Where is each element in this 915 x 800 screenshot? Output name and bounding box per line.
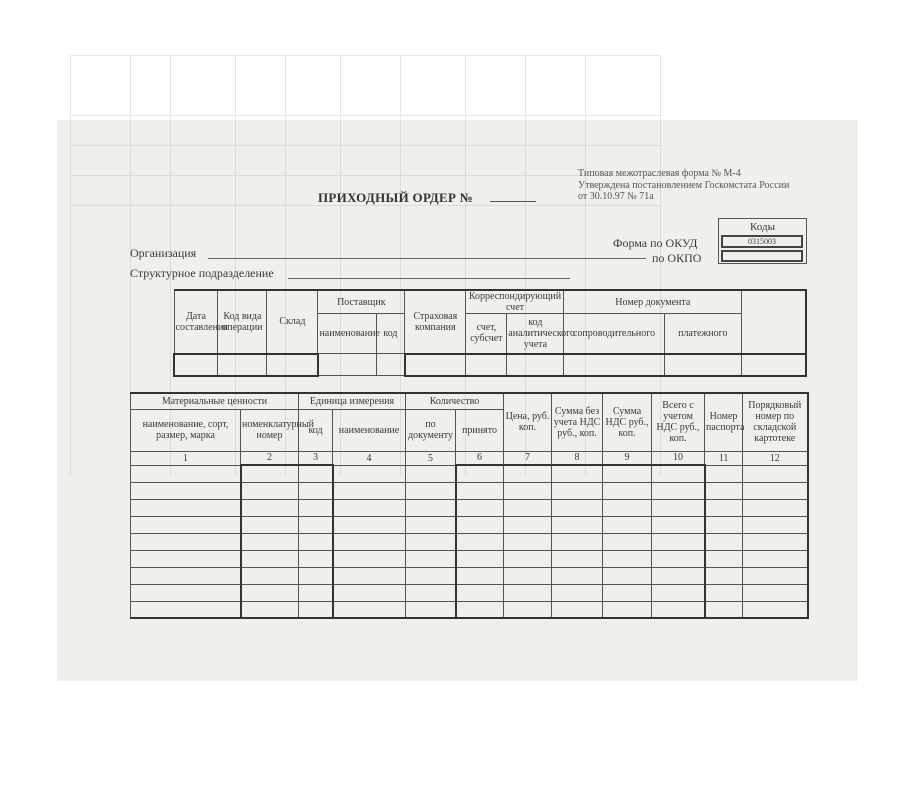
table-row <box>131 499 808 516</box>
entry-cell[interactable] <box>406 601 456 618</box>
cell-insurance[interactable] <box>405 354 466 376</box>
col-blank <box>742 290 806 354</box>
col-supplier-code: код <box>376 314 405 354</box>
department-label: Структурное подразделение <box>130 266 274 280</box>
department-field[interactable] <box>288 278 570 279</box>
entry-cell[interactable] <box>241 533 299 550</box>
entry-cell[interactable] <box>603 482 652 499</box>
entry-cell[interactable] <box>552 550 603 567</box>
entry-cell[interactable] <box>504 482 552 499</box>
col-date: Дата составления <box>174 290 218 354</box>
col-insurance: Страховая компания <box>405 290 466 354</box>
table-row <box>131 482 808 499</box>
col-warehouse: Склад <box>267 290 318 354</box>
order-number-field[interactable] <box>490 201 536 202</box>
col-unit-code: код <box>299 409 333 451</box>
entry-cell[interactable] <box>603 499 652 516</box>
entry-cell[interactable] <box>299 465 333 482</box>
entry-cell[interactable] <box>603 533 652 550</box>
table-row <box>131 567 808 584</box>
entry-cell[interactable] <box>652 584 705 601</box>
entry-cell[interactable] <box>705 533 743 550</box>
entry-cell[interactable] <box>456 533 504 550</box>
materials-table <box>130 392 809 619</box>
col-unit-name: наименование <box>333 409 406 451</box>
entry-cell[interactable] <box>743 482 808 499</box>
entry-cell[interactable] <box>603 465 652 482</box>
entry-cell[interactable] <box>603 584 652 601</box>
entry-cell[interactable] <box>603 567 652 584</box>
entry-cell[interactable] <box>552 601 603 618</box>
document-title: ПРИХОДНЫЙ ОРДЕР № <box>318 190 474 205</box>
entry-cell[interactable] <box>333 584 406 601</box>
entry-cell[interactable] <box>504 499 552 516</box>
entry-cell[interactable] <box>652 550 705 567</box>
cell-op-code[interactable] <box>218 354 267 376</box>
cell-supplier-name[interactable] <box>318 354 376 376</box>
col-num-9: 9 <box>603 451 652 465</box>
okud-label: Форма по ОКУД <box>613 236 698 250</box>
header-table <box>173 289 807 377</box>
entry-cell[interactable] <box>456 584 504 601</box>
entry-cell[interactable] <box>552 567 603 584</box>
entry-cell[interactable] <box>705 499 743 516</box>
entry-cell[interactable] <box>333 516 406 533</box>
entry-cell[interactable] <box>603 550 652 567</box>
table-row <box>174 354 806 376</box>
entry-cell[interactable] <box>705 465 743 482</box>
entry-cell[interactable] <box>652 567 705 584</box>
col-doc-number: Номер документа <box>564 290 742 314</box>
okpo-label: по ОКПО <box>652 251 702 265</box>
entry-cell[interactable] <box>743 499 808 516</box>
col-num-7: 7 <box>504 451 552 465</box>
entry-cell[interactable] <box>333 482 406 499</box>
entry-cell[interactable] <box>743 516 808 533</box>
entry-cell[interactable] <box>131 516 241 533</box>
entry-cell[interactable] <box>406 533 456 550</box>
entry-cell[interactable] <box>406 499 456 516</box>
col-num-10: 10 <box>652 451 705 465</box>
organization-field[interactable] <box>208 258 646 259</box>
entry-cell[interactable] <box>552 482 603 499</box>
entry-cell[interactable] <box>743 584 808 601</box>
entry-cell[interactable] <box>131 482 241 499</box>
col-total: Всего с учетом НДС руб., коп. <box>652 393 705 451</box>
column-number-row <box>131 451 808 465</box>
entry-cell[interactable] <box>603 601 652 618</box>
entry-cell[interactable] <box>131 533 241 550</box>
form-ref-line2: Утверждена постановлением Госкомстата России <box>578 179 790 191</box>
entry-cell[interactable] <box>131 550 241 567</box>
entry-cell[interactable] <box>603 516 652 533</box>
col-qty-accepted: принято <box>456 409 504 451</box>
entry-cell[interactable] <box>504 533 552 550</box>
entry-cell[interactable] <box>131 465 241 482</box>
entry-cell[interactable] <box>131 499 241 516</box>
entry-cell[interactable] <box>504 465 552 482</box>
entry-cell[interactable] <box>652 601 705 618</box>
cell-analytic-code[interactable] <box>507 354 564 376</box>
cell-supplier-code[interactable] <box>376 354 405 376</box>
form-ref-line3: от 30.10.97 № 71а <box>578 191 654 202</box>
entry-cell[interactable] <box>241 499 299 516</box>
table-row <box>131 550 808 567</box>
col-num-2: 2 <box>241 451 299 465</box>
entry-cell[interactable] <box>652 533 705 550</box>
col-passport: Номер паспорта <box>705 393 743 451</box>
entry-cell[interactable] <box>241 601 299 618</box>
entry-cell[interactable] <box>299 601 333 618</box>
entry-cell[interactable] <box>652 482 705 499</box>
entry-cell[interactable] <box>299 550 333 567</box>
col-account: счет, субсчет <box>466 314 507 354</box>
codes-label: Коды <box>750 221 775 233</box>
col-qty-doc: по документу <box>406 409 456 451</box>
table-row <box>131 533 808 550</box>
entry-cell[interactable] <box>652 465 705 482</box>
entry-cell[interactable] <box>652 516 705 533</box>
entry-cell[interactable] <box>406 516 456 533</box>
form-reference <box>578 168 789 203</box>
col-num-5: 5 <box>406 451 456 465</box>
entry-cell[interactable] <box>652 499 705 516</box>
col-nomenclature: номенклатурный номер <box>241 409 299 451</box>
entry-cell[interactable] <box>406 550 456 567</box>
entry-cell[interactable] <box>131 567 241 584</box>
entry-cell[interactable] <box>333 499 406 516</box>
col-sum-no-vat: Сумма без учета НДС руб., коп. <box>552 393 603 451</box>
entry-cell[interactable] <box>241 550 299 567</box>
table-row <box>131 601 808 618</box>
form-ref-line1: Типовая межотраслевая форма № М-4 <box>578 168 741 179</box>
entry-cell[interactable] <box>456 567 504 584</box>
entry-cell[interactable] <box>552 465 603 482</box>
col-num-11: 11 <box>705 451 743 465</box>
entry-cell[interactable] <box>504 567 552 584</box>
entry-cell[interactable] <box>743 601 808 618</box>
entry-cell[interactable] <box>743 567 808 584</box>
entry-cell[interactable] <box>705 516 743 533</box>
table-row <box>131 516 808 533</box>
entry-cell[interactable] <box>705 584 743 601</box>
entry-cell[interactable] <box>456 465 504 482</box>
entry-cell[interactable] <box>241 584 299 601</box>
entry-cell[interactable] <box>131 601 241 618</box>
col-supplier: Поставщик <box>318 290 405 314</box>
cell-account[interactable] <box>466 354 507 376</box>
cell-payment[interactable] <box>664 354 742 376</box>
entry-cell[interactable] <box>299 499 333 516</box>
entry-cell[interactable] <box>705 567 743 584</box>
col-quantity: Количество <box>406 393 504 409</box>
col-unit: Единица измерения <box>299 393 406 409</box>
col-num-1: 1 <box>131 451 241 465</box>
col-analytic-code: код аналитического учета <box>507 314 564 354</box>
entry-cell[interactable] <box>456 550 504 567</box>
entry-cell[interactable] <box>456 482 504 499</box>
col-material: Материальные ценности <box>131 393 299 409</box>
entry-cell[interactable] <box>241 516 299 533</box>
entry-cell[interactable] <box>333 533 406 550</box>
col-payment: платежного <box>664 314 742 354</box>
entry-cell[interactable] <box>456 499 504 516</box>
entry-cell[interactable] <box>552 499 603 516</box>
col-vat-sum: Сумма НДС руб., коп. <box>603 393 652 451</box>
entry-cell[interactable] <box>299 516 333 533</box>
okpo-value-field[interactable] <box>721 250 803 262</box>
entry-cell[interactable] <box>333 601 406 618</box>
entry-cell[interactable] <box>333 550 406 567</box>
entry-cell[interactable] <box>406 465 456 482</box>
entry-cell[interactable] <box>241 482 299 499</box>
okud-value[interactable]: 0315003 <box>721 235 803 248</box>
cell-warehouse[interactable] <box>267 354 318 376</box>
entry-cell[interactable] <box>406 482 456 499</box>
entry-cell[interactable] <box>743 550 808 567</box>
col-serial: Порядковый номер по складской картотеке <box>743 393 808 451</box>
entry-cell[interactable] <box>504 516 552 533</box>
entry-cell[interactable] <box>333 465 406 482</box>
organization-label: Организация <box>130 246 197 260</box>
cell-blank[interactable] <box>742 354 806 376</box>
entry-cell[interactable] <box>299 584 333 601</box>
entry-cell[interactable] <box>456 601 504 618</box>
entry-cell[interactable] <box>743 465 808 482</box>
cell-accompanying[interactable] <box>564 354 664 376</box>
entry-cell[interactable] <box>456 516 504 533</box>
entry-cell[interactable] <box>552 516 603 533</box>
cell-date[interactable] <box>174 354 218 376</box>
entry-cell[interactable] <box>504 601 552 618</box>
entry-cell[interactable] <box>299 533 333 550</box>
entry-cell[interactable] <box>241 567 299 584</box>
materials-rows <box>131 465 808 618</box>
entry-cell[interactable] <box>406 567 456 584</box>
entry-cell[interactable] <box>705 601 743 618</box>
col-corr-account: Корреспондирующий счет <box>466 290 564 314</box>
col-num-12: 12 <box>743 451 808 465</box>
entry-cell[interactable] <box>552 584 603 601</box>
entry-cell[interactable] <box>299 482 333 499</box>
entry-cell[interactable] <box>299 567 333 584</box>
table-row <box>131 584 808 601</box>
entry-cell[interactable] <box>504 550 552 567</box>
col-num-8: 8 <box>552 451 603 465</box>
entry-cell[interactable] <box>705 482 743 499</box>
col-supplier-name: наименование <box>318 314 376 354</box>
col-accompanying: сопроводительного <box>564 314 664 354</box>
entry-cell[interactable] <box>406 584 456 601</box>
col-num-4: 4 <box>333 451 406 465</box>
entry-cell[interactable] <box>552 533 603 550</box>
entry-cell[interactable] <box>241 465 299 482</box>
entry-cell[interactable] <box>333 567 406 584</box>
entry-cell[interactable] <box>743 533 808 550</box>
col-num-6: 6 <box>456 451 504 465</box>
col-num-3: 3 <box>299 451 333 465</box>
col-material-name: наименование, сорт, размер, марка <box>131 409 241 451</box>
table-row <box>131 465 808 482</box>
entry-cell[interactable] <box>504 584 552 601</box>
entry-cell[interactable] <box>131 584 241 601</box>
entry-cell[interactable] <box>705 550 743 567</box>
col-price: Цена, руб. коп. <box>504 393 552 451</box>
col-op-code: Код вида операции <box>218 290 267 354</box>
